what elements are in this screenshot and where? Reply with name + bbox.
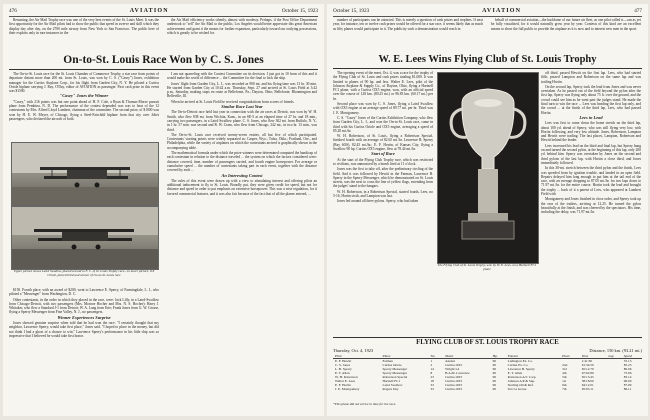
table-cell: B.A.M. Lawrence	[445, 371, 470, 375]
left-headline-rule	[9, 69, 318, 70]
left-page	[3, 4, 324, 416]
table-distance: Distance, 150 km. (93.21 mi.)	[589, 348, 642, 353]
table-cell: L. B. Sperry	[335, 367, 352, 371]
left-page-number: 476	[9, 8, 17, 14]
left-subhead-casey: "Casey" Jones the Winner	[59, 93, 109, 99]
right-intro-col-1	[333, 18, 483, 52]
table-cell: Rogers Day	[382, 387, 399, 391]
table-cell: Curtiss OX5	[445, 383, 463, 387]
biplane-illustration-upper	[12, 143, 158, 205]
right-body-right-4: Lees increased his lead on the third and final lap, but Sperry hung on and turned the second pylon, at the beginning of this lap, only 200 yd. behind him. Sperry was overtaken by Jones on the second and third pylons of the last lap, with Hortin a close third, and Jones immediately followed.	[541, 143, 641, 165]
table-cell: Wright L4	[445, 367, 460, 371]
right-body-left-6: Jones was the first to take off, after the preliminary circling of the field. And it was followed by Hewitt in the Farman, Lawrence B. Sperry in the Sperry Messenger, which he demonstrated on St. Louis streets, was the next to cross the line of yellow flags, extending from the judges' stand to the hangars.	[333, 167, 433, 189]
right-body-right-5: In this 30-mi. stretch between the third pylon and the finish, Lees was speeded from by ignition trouble, and landed in an open field. Repairs delayed him long enough to put him at the tail end of the race, with an average dropping to 87.05 mi./hr. for two laps down to 71.97 mi./hr. for the entire course. Hortin took the lead and brought the trophy ... back of it a parent of Lees, who appeared at Lambert Field with	[541, 166, 641, 197]
left-article-col-2	[167, 72, 317, 412]
th-motor: Motor	[443, 354, 490, 359]
table-cell: 1st	[562, 379, 567, 383]
table-cell: 65:03.11	[581, 387, 594, 391]
trophy-caption: The Flying Club of St. Louis Trophy, won by W. E. Lees, on a Hartzell FC1 plane	[437, 263, 537, 271]
trophy-photo	[437, 72, 539, 264]
table-body	[333, 359, 642, 392]
table-cell: 67:02.80	[581, 371, 594, 375]
th-hp: Hp.	[491, 354, 506, 359]
right-intro-col-2	[491, 18, 641, 52]
right-body-left-2: Second place was won by C. S. Jones, flying a Laird Swallow with OX5 engine at an average speed of 89.77 mi. per hr. Third was J. E. Montgomery.	[333, 102, 433, 115]
left-headline: On-to-St. Louis Race Won by C. S. Jones	[63, 54, 264, 66]
table-cell: 55.13	[623, 359, 632, 363]
left-body-left-2: "Casey," with 216 points was but one point ahead of H. F. Cole, a Ryan & Thomas-Morse pursuit plane from Pembina, N. D. The performance of the contest depended was was to hear of the 12 contestants by Mrs. Alfred Lloyd Lambert, chairman of the committee. The second prize, of $1000 was won by H. E. W. Meyer, of Chicago, flying a Steel-Fairchild biplane from that city over Joliet passengers, who declared the aircraft of both.	[9, 99, 159, 121]
table-cell: 65:15.45	[581, 375, 594, 379]
table-title: FLYING CLUB OF ST. LOUIS TROPHY RACE	[416, 339, 559, 346]
right-magazine-title: AVIATION	[482, 8, 522, 14]
right-body-left-5: At the start of the Flying Club Trophy race, which was restricted to civilians, was announced by a bomb fired at 11 o'clock.	[333, 157, 433, 166]
right-body-left-3: C. S. "Casey" Jones of the Curtiss Exhibition Company, who flew from Garden City, L. I., and won the On-to-St. Louis race, came in third with his Curtiss Oriole and OX5 engine, averaging a speed of 85.28 mi./hr.	[333, 115, 433, 133]
table-cell	[606, 387, 621, 391]
left-photo-caption: Upper picture shows Laird Swallow, placed second in F. C. of St. Louis Trophy race—in lower picture, OX Oriole, placed third and winner of On-to-St. Louis race	[13, 269, 155, 277]
left-subhead-surprise: Winner Experiences Surprise	[57, 314, 111, 320]
left-body-right-6: The mathematical formula under which the prize winners were determined computed the handicap of each contestant in relation to the distance traveled ... the system on which the factors considered were: distance covered, time, number of passengers carried, and fourth engine horsepower. For average or cumulative speed ... the number of contestants taking part in each event, together with the distance covered by each ...	[167, 151, 317, 173]
table-cell: 65:12.79	[581, 367, 594, 371]
table-cell: Walter E. Lees	[335, 379, 355, 383]
right-intro-text-2: behalf of commercial aviation—the backbone of our future air fleet, as one pilot called it—can as yet be fully visualized, for it would naturally grow year by year. Contests of this kind are an excellent means to show the full public to provide the airplane as it is now and to interest new men in the sport.	[491, 18, 641, 31]
right-date: October 15, 1923	[333, 8, 370, 14]
table-cell: Curtiss OX5	[445, 375, 463, 379]
table-cell: Curtiss Oriole	[382, 363, 402, 367]
left-body-right-7: The rules of this event were drawn up with a view to stimulating interest and offering pilots an additional inducement to fly to St. Louis. Broadly put, they were given credit for speed, but not for distance and speed in order to put emphasis on extensive horsepower. This was a wise regulation, for it favored commercial features, and it was also fair because of the fact that of all the planes entered, ...	[167, 178, 317, 196]
right-body-left-7: W. H. Robertson, in a Robertson Special, started fourth, Lees, no 5-16, Hortin sixth, and Lampton was last.	[333, 189, 433, 199]
table-cell: 75.06	[623, 371, 632, 375]
table-cell: 90	[492, 379, 497, 383]
table-cell: 64:12.01	[581, 383, 594, 387]
left-magazine-title: AVIATION	[129, 8, 169, 14]
table-cell: 90	[492, 363, 497, 367]
th-place: Place	[560, 354, 580, 359]
left-body-left: The On-to-St. Louis race for the St. Louis Chamber of Commerce Trophy, a star race from points of departure distant more than 200 mi. from St. Louis, was won by C. S. ("Casey") Jones, exhibition manager for the Curtiss Airplane Corp., for his flight from Garden City, N. Y. He piloted a Curtiss Oriole biplane carrying J. Ray, O'Day, editor of AVIATION as passenger. First cash prize in this event was $1500.	[9, 72, 159, 94]
left-running-head	[9, 7, 318, 17]
table-cell: Johnson A/P & Sup.	[507, 379, 536, 383]
table-cell: Sperry Messenger	[382, 371, 408, 375]
table-cell: 60	[492, 359, 497, 363]
right-headline-rule	[333, 68, 642, 69]
left-article-col-1-top	[9, 72, 159, 140]
table-cell: E. T. Allen	[335, 371, 350, 375]
left-subhead-interesting: An Interesting Contest	[221, 172, 263, 178]
right-page-number: 477	[634, 8, 642, 14]
left-photo-lower	[11, 206, 159, 270]
right-body-left-4: W. H. Robertson, of St. Louis, flying a Robertson Special, finished fourth with an average of 82.65 mi./hr. Lawrence B. Sperry (Ray 6OS), 82.45 mi./hr.; E. F. Hortin, of Kansas City, flying a Swallow 90 hp. Curtiss OX5 engine, flew at 78.44 mi./hr.	[333, 134, 433, 152]
left-intro-text: Resuming, the Air Mail Trophy race was one of the very best events of the St. Louis Meet. It was the first opportunity for the Air Mail pilots had to show the public that speed in swerve and skill which they display day after day, on the 2700 mile airway from New York to San Francisco. The public here of their exploits only in rare instances in the	[9, 18, 159, 35]
th-no: No.	[428, 354, 443, 359]
left-intro-text-2: the Air Mail efficiency works silently, almost with modesty. Perhaps, if the Post Office Department undertook to "sell" the Air Mail to the public, Los Angeles would better appreciate this great American achievement and grant it the means for further expansion, particularly toward our outlying possessions, which is greatly to be wished for.	[167, 18, 317, 35]
table-cell: 14	[430, 367, 434, 371]
left-intro-col-2	[167, 18, 317, 52]
right-body-right: off third, passed Hewitt on the first lap. Lees, who had started fifth, passed Lampton and Robertson on the same lap and was trailing Hortin.	[541, 71, 641, 84]
table-cell: 2nd	[562, 363, 568, 367]
table-cell: 60	[492, 367, 497, 371]
table-cell: 87.09	[623, 383, 632, 387]
table-cell: Laird Swallow	[382, 383, 403, 387]
right-body-right-6: Montgomery and Jones finished in close order, and Sperry took up the rear of the trailers, arriving at 12.25. He turned the pylon beautifully at the finish, and was cheered by the spectators. His time, including the delay, was 71.97 mi./hr.	[541, 197, 641, 215]
table-top-rule	[333, 337, 642, 338]
table-cell: 33	[430, 387, 434, 391]
right-body-left-8: Jones led around all three pylons. Sperry, who had taken	[337, 199, 419, 204]
th-plane: Plane	[381, 354, 429, 359]
table-cell: 90	[492, 383, 497, 387]
table-cell: 4th	[562, 371, 567, 375]
trophy-icon	[438, 73, 538, 263]
table-date: Thursday, Oct. 4, 1923	[333, 348, 374, 353]
table-row	[333, 387, 642, 391]
table-cell: 90	[492, 375, 497, 379]
table-cell: Robertson A/C Corp.	[507, 375, 537, 379]
table-cell: W. H. Robertson	[335, 375, 358, 379]
table-cell: E. F. Hortin	[335, 383, 351, 387]
table-cell: 85.23	[623, 363, 632, 367]
left-body-right-2: Jones' flight from Garden City, L. I., was recorded as 900 mi. and his flying time was 13 hr. 30 min. He started from Garden City at 10:42 a.m. Thursday, Sept. 27 and arrived at St. Louis Field at 3:42 p.m., Saturday, making stops en route at Bellefonte, Pa.; Dayton, Ohio; Bellefonte; Bloomington and Belleville, Ill.	[167, 81, 317, 99]
table-cell: 85.14	[623, 375, 632, 379]
table-cell: Sperry Messenger	[382, 367, 408, 371]
table-cell: 61:34.50	[581, 363, 594, 367]
table-cell: 1:41:30	[581, 359, 593, 363]
table-cell: Tex La Grone	[507, 387, 527, 391]
right-article-col-3	[541, 71, 641, 335]
th-pilot: Pilot	[333, 354, 381, 359]
table-cell: 90	[492, 387, 497, 391]
left-photo-upper	[11, 142, 159, 206]
table-cell: Anzani	[445, 359, 455, 363]
right-body-right-3: Lees was first to come down the home stretch on the third lap, about 100 yd. ahead of Sperry, who was still flying very low, with Hortin following, and very low altitude. Jones, Robertson, Lampton and Hewitt were trailing. The last places, Lampton, Robertson and Hewitt behind the leader.	[541, 121, 641, 143]
right-headline: W. E. Lees Wins Flying Club of St. Louis Trophy	[378, 54, 597, 65]
th-time: Time	[580, 354, 607, 359]
table-cell: Farman	[382, 359, 393, 363]
right-subhead-lees-lead: Lees in Lead	[579, 114, 603, 120]
right-page	[327, 4, 648, 416]
table-cell: J. E. Montgomery	[335, 387, 360, 391]
th-speed: Speed	[622, 354, 642, 359]
table-cell: 80.06	[623, 367, 632, 371]
table-cell: 3rd	[562, 367, 567, 371]
table-meta	[333, 348, 642, 353]
biplane-illustration-lower	[12, 207, 158, 269]
left-body-right-5: The On-to-St. Louis race received twenty-seven entries, all but five of which participated. Contestants' starting points were widely separated as: Casper, Wyo.; Tulsa, Okla.; Portland, Ore., and Philadelphia, while the variety of airplanes on which the contestants arrived is graphically shown in the accompanying table.	[167, 132, 317, 150]
left-date: October 15, 1923	[281, 8, 318, 14]
left-body-right: I am not quarreling with the Contest Committee on its decision. I just got in 10 from of this and it would make the world of difference ... the Committee for the final to lock the ship.	[167, 72, 317, 81]
table-cell: 60	[492, 371, 497, 375]
left-body-right-4: The On-to-Detroit race held last year in connection with the air races at Detroit, was won by W. H. Smith, who flew 838 mi. from Wichita, Kans., in an SE-5 at an elapsed time of 27 hr. and 18 min., carrying two passengers, in a Laird Swallow plane. C. S. Jones, who flew 302 mi. from Buffalo, N. Y., in 1 hr. 57 min. was second and R. W. Cram, who flew from Chicago, 242 mi., in two hr. 13 min., was third.	[167, 110, 317, 132]
right-article-col-1	[333, 71, 433, 335]
left-subhead-similar: Similar Race Last Year	[221, 104, 263, 110]
right-body-right-2: On the second lap, Sperry took the lead from Jones and was never overtaken. As he passed out of the field beyond the pylon after the first lap, Sperry was flying only about 75 ft. over the ground, and the crowd could see him as he went past the judges stand. He made the final turn to win the race ... Lees was heading the first lap only, and the crowd ... at the finish of the third lap, Lees, who had passed Hortin.	[541, 84, 641, 115]
table-cell: Ludington Ex. Co.	[507, 359, 533, 363]
left-article-col-1-bottom	[9, 288, 159, 412]
table-cell: 8	[430, 371, 433, 375]
right-body-left: The opening event of the meet, Oct. 4, was a race for the trophy of the Flying Club of St. Louis and cash prizes totaling $1,000. It was limited to planes of 90 hp. and less. Walter E. Lees, pilot of the Johnson Airplane & Supply Co., of Dayton, Ohio, flying a Hartzell FC1 plane, with a Curtiss OX5 engine, won, with an official speed over the course of 128 km. (80.25 mi.) or 96.83 km. (60.17 mi.) per hr.	[333, 71, 433, 101]
table-cell: 6th	[562, 383, 567, 387]
table-cell: 5th	[562, 375, 567, 379]
table-cell: 23	[430, 375, 434, 379]
table-cell: Curtiss Ex. Co.	[507, 363, 529, 367]
right-intro-text: number of participants can be attracted. This is merely a question of cash prizes and trophies. If next year, for instance, ten or twelve cash prizes would be offered for a star race, it seems likely that as much as fifty planes would participate in it. The publicity such a demonstration would reach in	[333, 18, 483, 31]
left-body-left-5: Jones showed genuine surprise when told that he had won the race. "I certainly thought that my neighbor, Lawrence Sperry, would take first place," Jones said. "I hoped to place in the money, but did not think I had a ghost of a chance to win." Lawrence Sperry's performance in his little ship was so impressive that I believed he would take first honor.	[9, 321, 159, 338]
table-cell: 86.11	[623, 387, 632, 391]
table-cell: Sterling Oil & Ref.	[507, 383, 534, 387]
right-running-head	[333, 7, 642, 17]
left-intro-col-1	[9, 18, 159, 52]
table-cell: E. F. Hewitt	[335, 359, 352, 363]
table-cell: 7th	[562, 387, 567, 391]
table-cell: Curtiss OX5	[445, 387, 463, 391]
th-lap: Lap	[606, 354, 621, 359]
results-table	[333, 354, 642, 391]
th-entrant: Entrant	[506, 354, 561, 359]
table-cell: Lawrence B. Sperry	[507, 367, 535, 371]
table-cell: 2	[430, 363, 433, 367]
table-cell: Curtiss OX5	[445, 379, 463, 383]
table-cell: Hartzell FC1	[382, 379, 401, 383]
right-subhead-start: Start of Race	[371, 151, 395, 157]
table-cell: 58:18.00	[581, 379, 594, 383]
left-body-left-4: Other contestants, in the order in which they placed in the race, were: Jack Lilly, in a Laird-Swallow from Chicago-Detroit, with two passengers (Mrs. Monroe Hocher and Mrs. N. S. Hocher); Harry J. Whitaker, who flew a Standard J-1 from Detroit; W. A. Lang from Erie; Frank Jones from G. W. Grosse, flying a Sperry Messenger from Fine Valley, N. J., no passengers.	[9, 297, 159, 315]
left-body-left-3: $150. Fourth place, with an award of $200, went to Lawrence E. Sperry, of Farmingdale, L. I., who piloted a "Messenger" from Washington, D. C.	[9, 288, 159, 297]
left-body-right-3: When he arrived at St. Louis Field he received congratulations from scores of friends.	[171, 99, 295, 104]
table-cell: E. T. Allen	[507, 371, 523, 375]
table-cell: 33	[430, 383, 434, 387]
table-cell: C. S. Jones	[335, 363, 351, 367]
table-cell: 96.00	[623, 379, 632, 383]
table-cell: 18	[430, 379, 434, 383]
table-cell: Robertson Special	[382, 375, 408, 379]
table-cell: Curtiss OX5	[445, 363, 463, 367]
table-footnote: *This plane did not arrive in time for the race.	[333, 402, 397, 406]
table-cell: 1	[430, 359, 433, 363]
